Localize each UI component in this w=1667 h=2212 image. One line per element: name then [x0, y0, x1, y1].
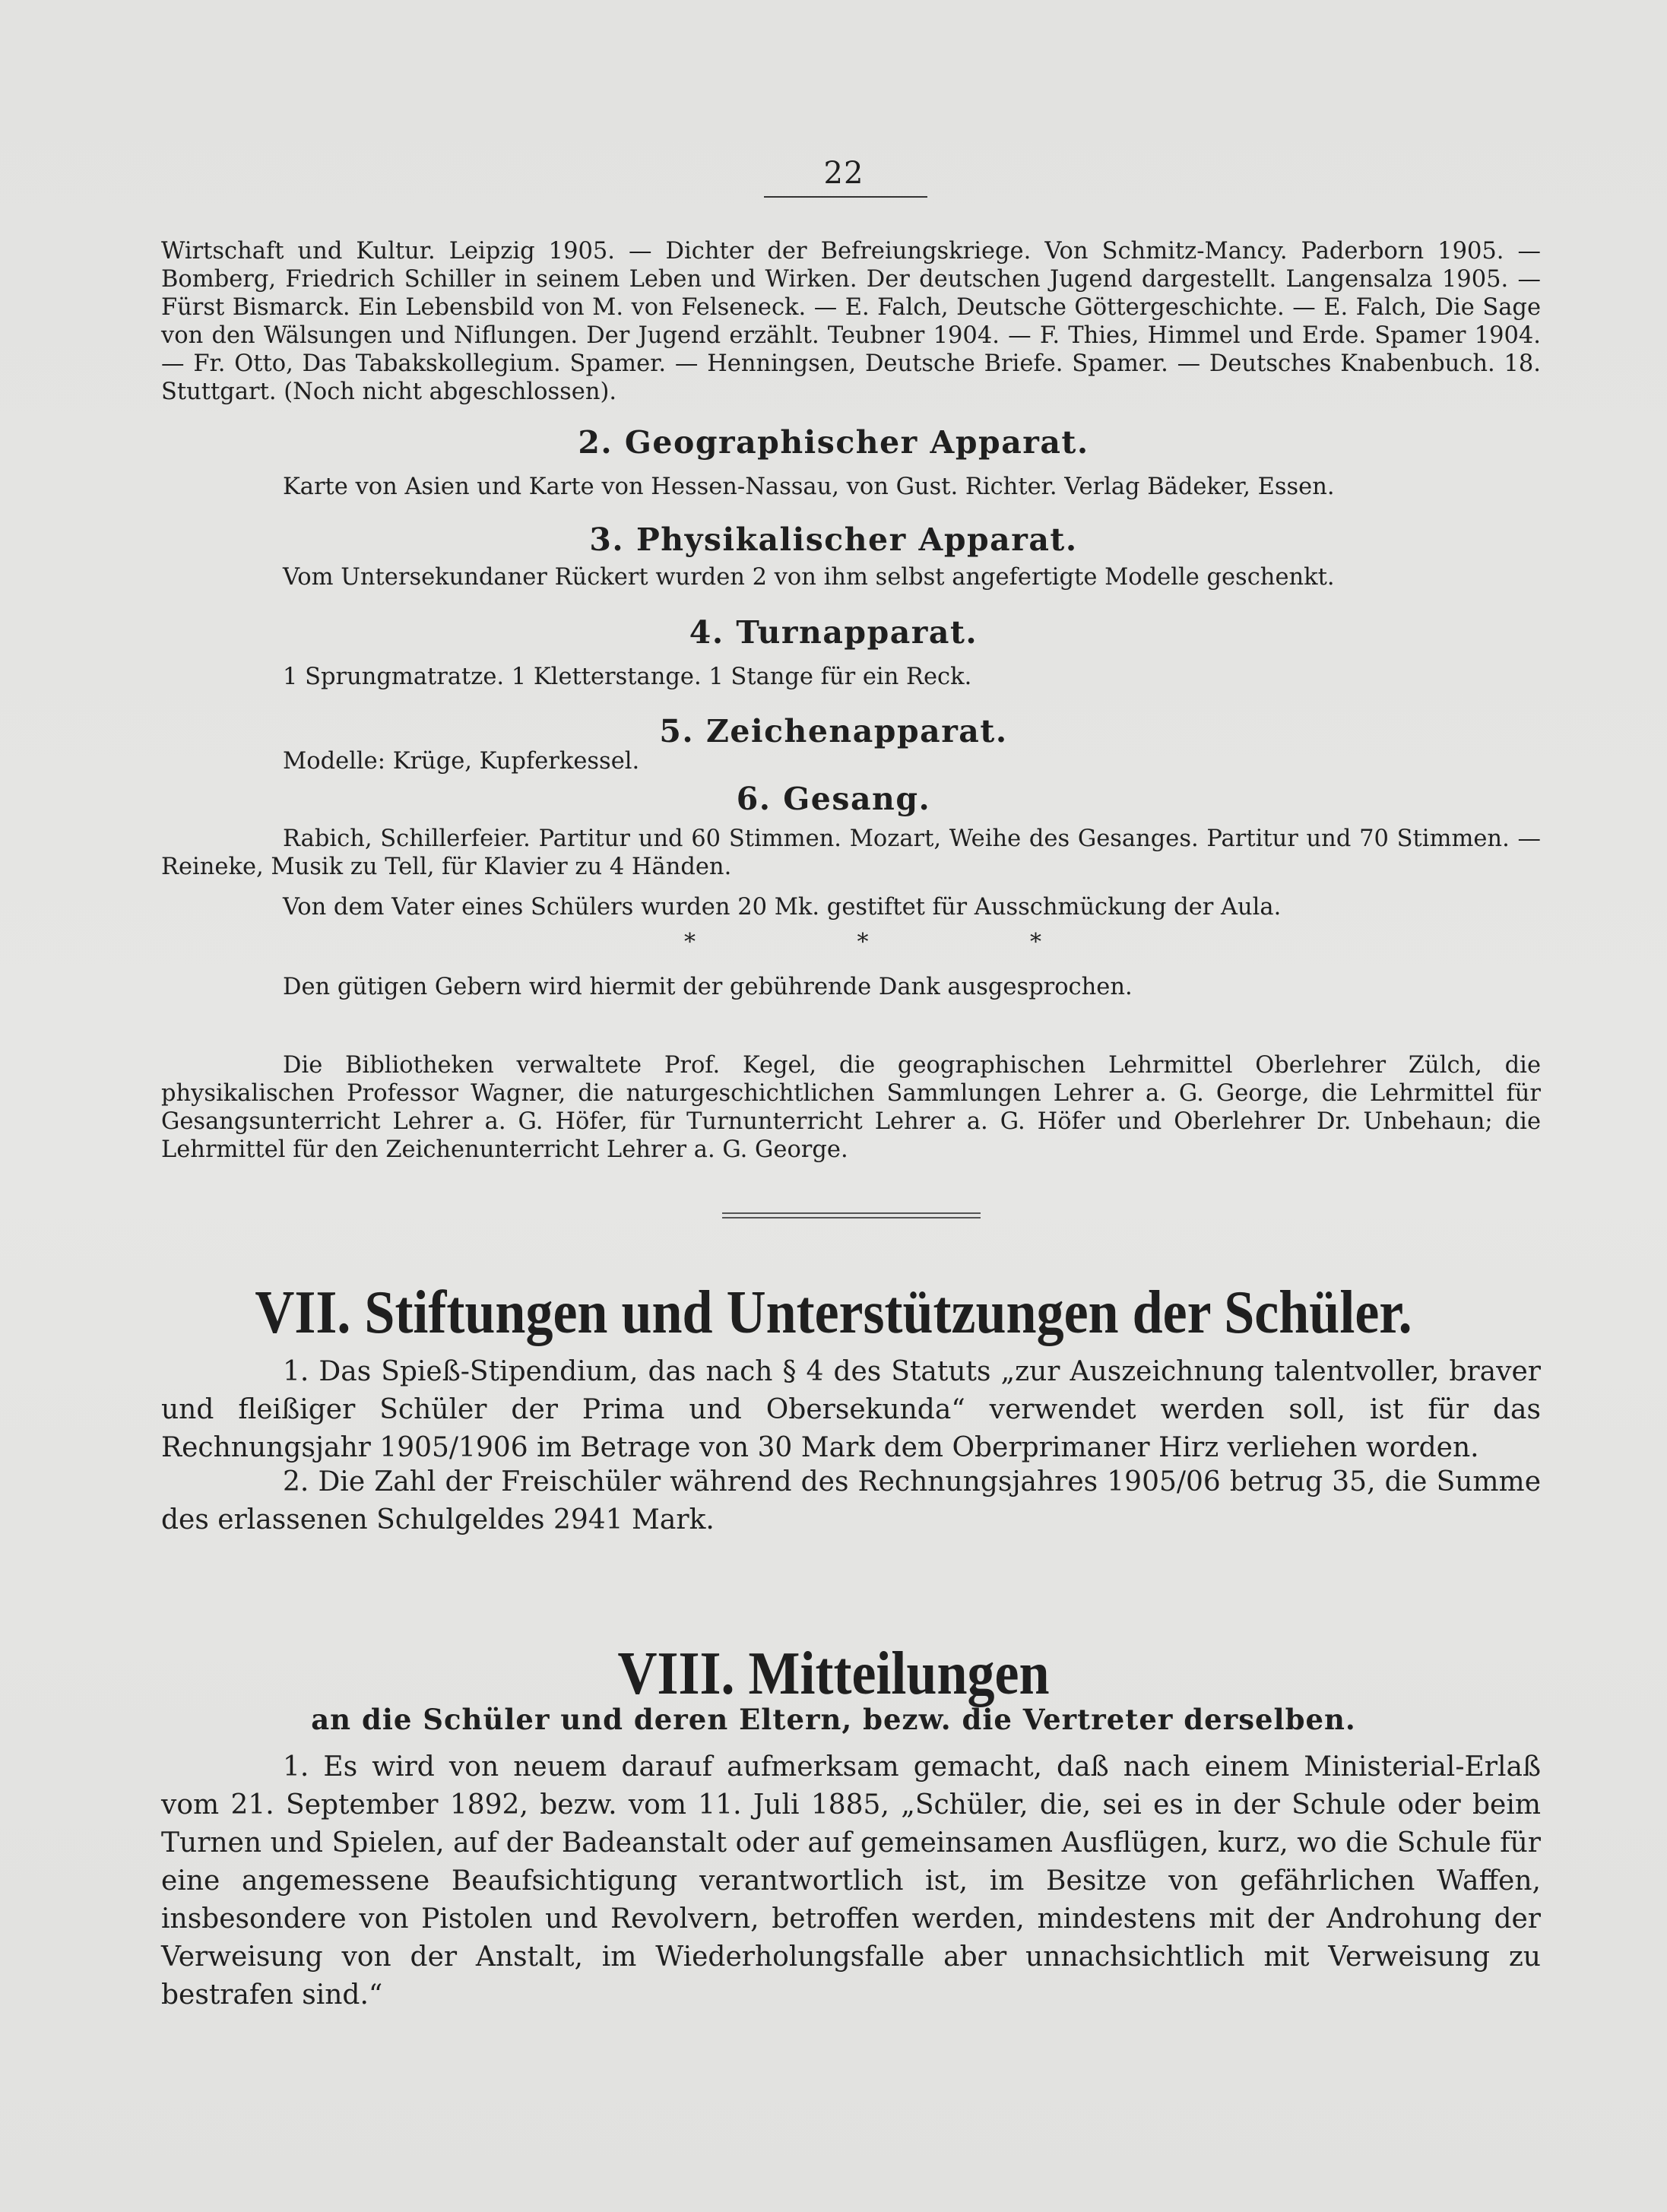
- geo-text: Karte von Asien und Karte von Hessen-Nassau, von Gust. Richter. Verlag Bädeker, Essen.: [283, 474, 1335, 500]
- section-vii-para-2: 2. Die Zahl der Freischüler während des Rechnungsjahres 1905/06 betrug 35, die Summe des erlassenen Schulgeldes 2941 Mark.: [161, 1466, 1541, 1535]
- gesang-text: Rabich, Schillerfeier. Partitur und 60 Stimmen. Mozart, Weihe des Gesanges. Partitur und 70 Stimmen. — Reineke, Musik zu Tell, für Klavier zu 4 Händen.: [161, 826, 1541, 880]
- asterisk: *: [1030, 929, 1041, 955]
- zeichen-text: Modelle: Krüge, Kupferkessel.: [283, 748, 640, 775]
- heading-gesang: 6. Gesang.: [736, 781, 931, 817]
- section-viii-para-1: 1. Es wird von neuem darauf aufmerksam gemacht, daß nach einem Ministerial-Erlaß vom 21. September 1892, bezw. vom 11. Juli 1885, „Schüler, die, sei es in der Schule oder beim Turnen und Spielen, auf der Badeanstalt oder auf gemeinsamen Ausflügen, kurz, wo die Schule für eine angemessene Beaufsichtigung verantwortlich ist, im Besitze von gefährlichen Waffen, insbesondere von Pistolen und Revolvern, betroffen werden, mindestens mit der Androhung der Verweisung von der Anstalt, im Wiederholungsfalle aber unnachsichtlich mit Verweisung zu bestrafen sind.“: [161, 1751, 1541, 2011]
- section-divider: [722, 1212, 981, 1222]
- asterisk-divider: [684, 929, 1041, 955]
- heading-zeichenapparat: 5. Zeichenapparat.: [659, 713, 1008, 749]
- heading-geographischer-apparat: 2. Geographischer Apparat.: [578, 424, 1089, 461]
- page-number: 22: [823, 156, 864, 191]
- administration-paragraph: Die Bibliotheken verwaltete Prof. Kegel, die geographischen Lehrmittel Oberlehrer Zülch, die physikalischen Professor Wagner, die naturgeschichtlichen Sammlungen Lehrer a. G. George, die Lehrmittel für Gesangsunterricht Lehrer a. G. Höfer, für Turnunterricht Lehrer a. G. Höfer und Oberlehrer Dr. Unbehaun; die Lehrmittel für den Zeichenunterricht Lehrer a. G. George.: [161, 1052, 1541, 1163]
- asterisk: *: [684, 929, 696, 955]
- intro-paragraph: Wirtschaft und Kultur. Leipzig 1905. — Dichter der Befreiungskriege. Von Schmitz-Mancy. Paderborn 1905. — Bomberg, Friedrich Schiller in seinem Leben und Wirken. Der deutschen Jugend dargestellt. Langensalza 1905. — Fürst Bismarck. Ein Lebensbild von M. von Felseneck. — E. Falch, Deutsche Göttergeschichte. — E. Falch, Die Sage von den Wälsungen und Niflungen. Der Jugend erzählt. Teubner 1904. — F. Thies, Himmel und Erde. Spamer 1904. — Fr. Otto, Das Tabakskollegium. Spamer. — Henningsen, Deutsche Briefe. Spamer. — Deutsches Knabenbuch. 18. Stuttgart. (Noch nicht abgeschlossen).: [161, 238, 1541, 405]
- section-viii-subtitle: an die Schüler und deren Eltern, bezw. die Vertreter derselben.: [311, 1703, 1356, 1736]
- page-number-rule: [764, 196, 927, 198]
- thanks-line: Den gütigen Gebern wird hiermit der gebührende Dank ausgesprochen.: [283, 974, 1133, 1000]
- phys-text: Vom Untersekundaner Rückert wurden 2 von ihm selbst angefertigte Modelle geschenkt.: [283, 564, 1335, 591]
- asterisk: *: [857, 929, 869, 955]
- donation-line: Von dem Vater eines Schülers wurden 20 Mk. gestiftet für Ausschmückung der Aula.: [283, 894, 1282, 921]
- section-vii-title: VII. Stiftungen und Unterstützungen der Schüler.: [255, 1278, 1412, 1346]
- section-vii-para-1: 1. Das Spieß-Stipendium, das nach § 4 des Statuts „zur Auszeichnung talentvoller, braver und fleißiger Schüler der Prima und Obersekunda“ verwendet werden soll, ist für das Rechnungsjahr 1905/1906 im Betrage von 30 Mark dem Oberprimaner Hirz verliehen worden.: [161, 1356, 1541, 1463]
- turn-text: 1 Sprungmatratze. 1 Kletterstange. 1 Stange für ein Reck.: [283, 664, 972, 690]
- heading-physikalischer-apparat: 3. Physikalischer Apparat.: [589, 521, 1078, 558]
- heading-turnapparat: 4. Turnapparat.: [689, 614, 978, 651]
- section-viii-title: VIII. Mitteilungen: [617, 1639, 1050, 1707]
